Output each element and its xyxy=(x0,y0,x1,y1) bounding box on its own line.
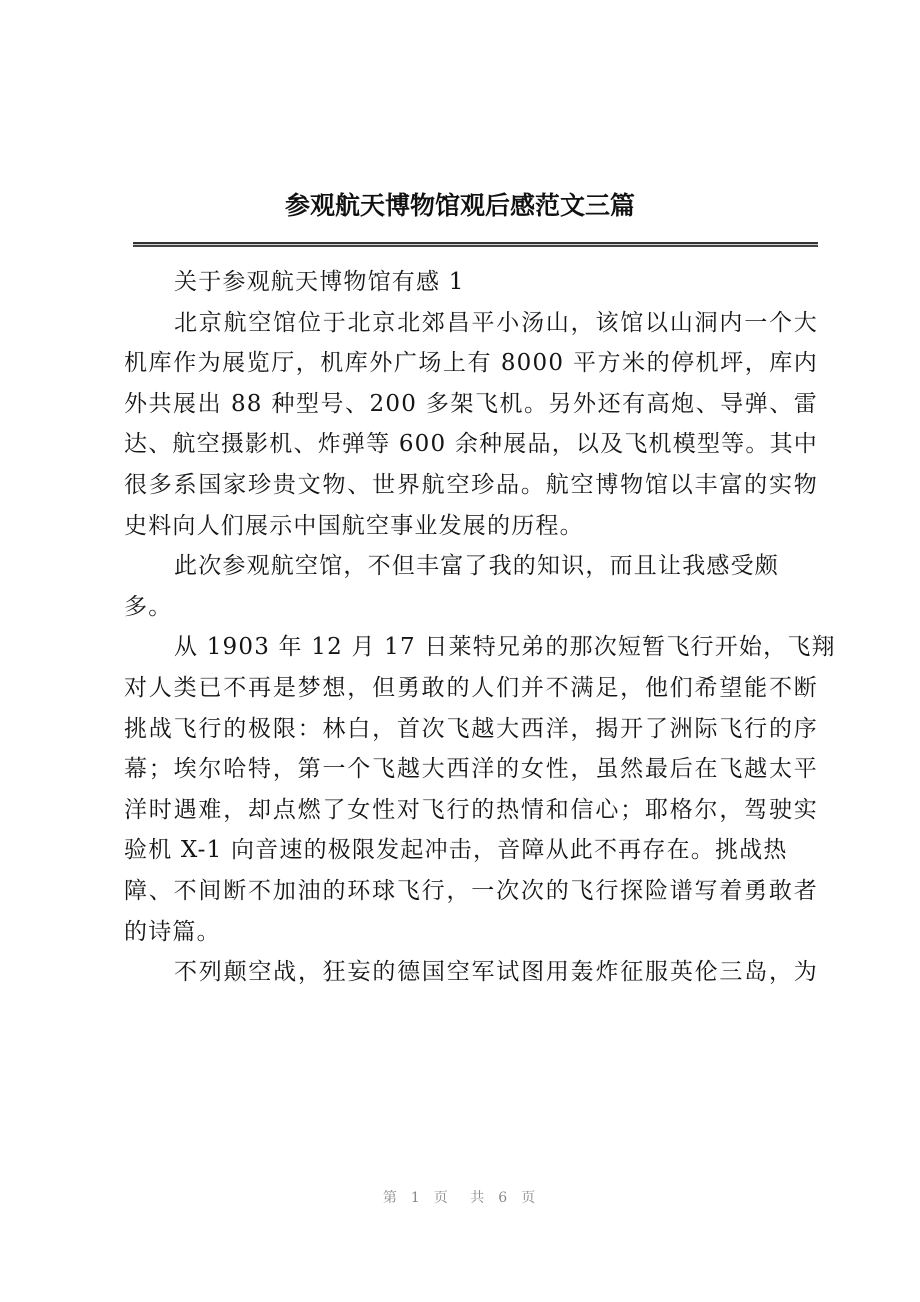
paragraph-line: 的诗篇。 xyxy=(124,918,221,945)
paragraph-line: 障、不间断不加油的环球飞行，一次次的飞行探险谱写着勇敢者 xyxy=(124,877,818,904)
paragraph-line: 挑战飞行的极限：林白，首次飞越大西洋，揭开了洲际飞行的序 xyxy=(124,715,818,742)
paragraph-line: 验机 X-1 向音速的极限发起冲击，音障从此不再存在。挑战热 xyxy=(124,837,788,864)
current-page-number: 1 xyxy=(410,1190,422,1206)
total-pages-number: 6 xyxy=(498,1190,510,1206)
paragraph-line: 对人类已不再是梦想，但勇敢的人们并不满足，他们希望能不断 xyxy=(124,674,818,701)
paragraph-line: 达、航空摄影机、炸弹等 600 余种展品，以及飞机模型等。其中 xyxy=(124,431,818,458)
paragraph-line: 北京航空馆位于北京北郊昌平小汤山，该馆以山洞内一个大 xyxy=(174,309,818,336)
paragraph-line: 外共展出 88 种型号、200 多架飞机。另外还有高炮、导弹、雷 xyxy=(124,390,818,417)
document-body xyxy=(124,262,836,993)
paragraph-line: 史料向人们展示中国航空事业发展的历程。 xyxy=(124,512,584,539)
section-heading: 关于参观航天博物馆有感 1 xyxy=(174,269,465,295)
paragraph-line: 很多系国家珍贵文物、世界航空珍品。航空博物馆以丰富的实物 xyxy=(124,471,818,498)
footer-suffix: 页 xyxy=(521,1190,538,1206)
paragraph-line: 洋时遇难，却点燃了女性对飞行的热情和信心；耶格尔，驾驶实 xyxy=(124,796,818,823)
paragraph-line: 多。 xyxy=(124,593,173,620)
document-title: 参观航天博物馆观后感范文三篇 xyxy=(284,191,635,220)
paragraph-line: 幕；埃尔哈特，第一个飞越大西洋的女性，虽然最后在飞越太平 xyxy=(124,756,818,783)
paragraph-line: 不列颠空战，狂妄的德国空军试图用轰炸征服英伦三岛，为 xyxy=(174,959,818,986)
footer-middle: 页 共 xyxy=(433,1190,487,1206)
title-double-rule xyxy=(133,242,818,247)
page-footer xyxy=(0,1187,920,1207)
paragraph-line: 从 1903 年 12 月 17 日莱特兄弟的那次短暂飞行开始，飞翔 xyxy=(174,634,836,661)
paragraph-line: 此次参观航空馆，不但丰富了我的知识，而且让我感受颇 xyxy=(174,553,779,580)
footer-prefix: 第 xyxy=(382,1190,399,1206)
paragraph-line: 机库作为展览厅，机库外广场上有 8000 平方米的停机坪，库内 xyxy=(124,350,818,377)
